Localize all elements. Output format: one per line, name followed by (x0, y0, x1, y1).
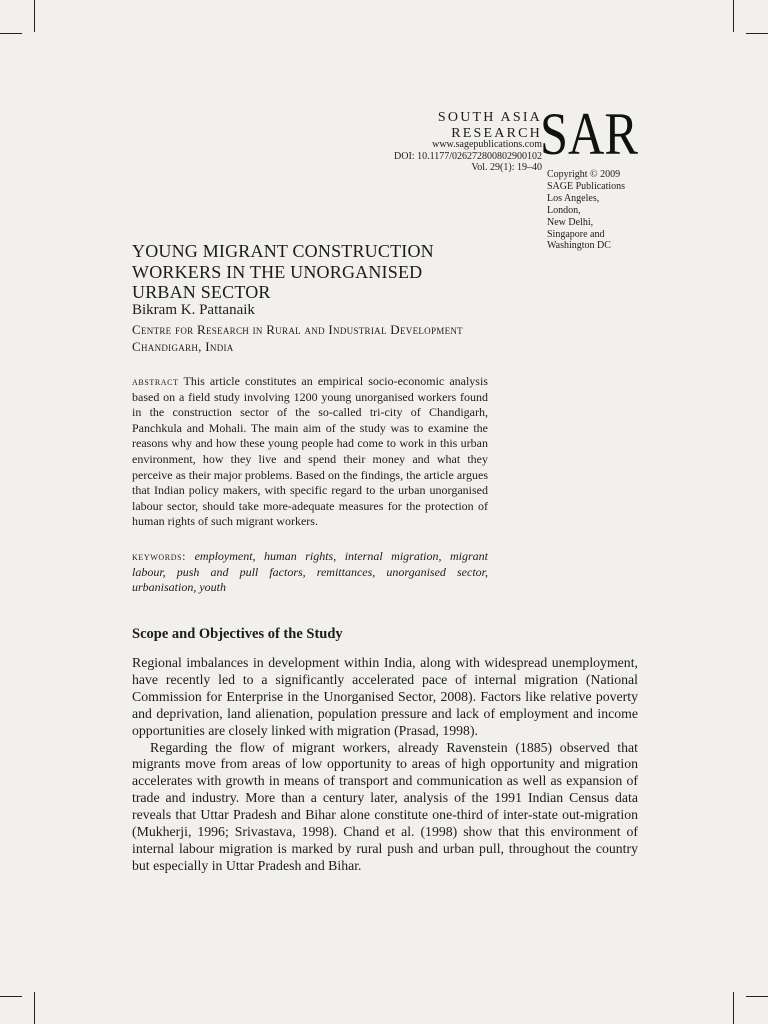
journal-logo (540, 100, 640, 167)
crop-mark-bottom-left-horizontal (0, 996, 22, 997)
keywords-label: keywords: (132, 549, 187, 563)
journal-doi: DOI: 10.1177/026272800802900102 (394, 150, 542, 162)
crop-mark-bottom-left-vertical (34, 992, 35, 1024)
keywords (132, 549, 488, 596)
article-title-line1: YOUNG MIGRANT CONSTRUCTION (132, 241, 434, 261)
crop-mark-top-left-vertical (34, 0, 35, 32)
journal-logo-text: SAR (540, 101, 638, 167)
crop-mark-top-right-horizontal (746, 33, 768, 34)
publisher-location: Los Angeles, (547, 192, 600, 204)
abstract-text: This article constitutes an empirical socio-economic analysis based on a field study involving 1200 young unorganised workers found in the construction sector of the so-called tri-city of Chandigarh, Panchkula and Mohali. The main aim of the study was to examine the reasons why and how these young people had come to work in this urban environment, how they live and spend their money and what they perceive as their major problems. Based on the findings, the article argues that Indian policy makers, with specific regard to the urban unorganised labour sector, should take more-adequate measures for the protection of human rights of such migrant workers. (132, 374, 488, 529)
section-body (132, 655, 638, 875)
publisher-location: London, (547, 204, 581, 216)
affiliation-location: Chandigarh, India (132, 339, 234, 354)
journal-name-line2: RESEARCH (451, 126, 542, 141)
abstract-label: abstract (132, 374, 179, 388)
crop-mark-top-left-horizontal (0, 33, 22, 34)
crop-mark-bottom-right-horizontal (746, 996, 768, 997)
affiliation-institution: Centre for Research in Rural and Industrial Development (132, 322, 463, 337)
article-title (132, 241, 492, 303)
publisher-location: New Delhi, (547, 216, 594, 228)
section-heading: Scope and Objectives of the Study (132, 626, 343, 642)
article-title-line3: URBAN SECTOR (132, 282, 271, 302)
article-title-line2: WORKERS IN THE UNORGANISED (132, 261, 423, 282)
body-paragraph-1: Regional imbalances in development within India, along with widespread unemployment, have recently led to a significantly accelerated pace of internal migration (National Commission for Enterprise in the Unorganised Sector, 2008). Factors like relative poverty and deprivation, land alienation, population pressure and lack of employment and income opportunities are closely linked with migration (Prasad, 1998). (132, 655, 638, 738)
keywords-list: employment, human rights, internal migration, migrant labour, push and pull factors, remittances, unorganised sector, urbanisation, youth (132, 549, 489, 595)
crop-mark-top-right-vertical (733, 0, 734, 32)
publisher-line: SAGE Publications (547, 180, 626, 192)
journal-name (438, 110, 542, 142)
abstract (132, 374, 488, 530)
journal-name-line1: SOUTH ASIA (437, 110, 542, 125)
author-affiliation (132, 321, 463, 355)
copyright-block (547, 169, 657, 252)
article-author: Bikram K. Pattanaik (132, 302, 255, 318)
crop-mark-bottom-right-vertical (733, 992, 734, 1024)
journal-meta (394, 139, 542, 174)
journal-volume: Vol. 29(1): 19–40 (471, 162, 542, 173)
copyright-line: Copyright © 2009 (547, 169, 621, 180)
publisher-location: Singapore and (547, 228, 605, 240)
body-paragraph-2: Regarding the flow of migrant workers, already Ravenstein (1885) observed that migrants move from areas of low opportunity to areas of high opportunity and migration accelerates with growth in means of transport and communication as well as expansion of trade and industry. More than a century later, analysis of the 1991 Indian Census data reveals that Uttar Pradesh and Bihar alone constitute one-third of inter-state out-migration (Mukherji, 1996; Srivastava, 1998). Chand et al. (1998) show that this environment of internal labour migration is marked by rural push and urban pull, throughout the country but especially in Uttar Pradesh and Bihar. (132, 739, 638, 873)
journal-website: www.sagepublications.com (432, 139, 542, 150)
publisher-location: Washington DC (547, 240, 611, 252)
